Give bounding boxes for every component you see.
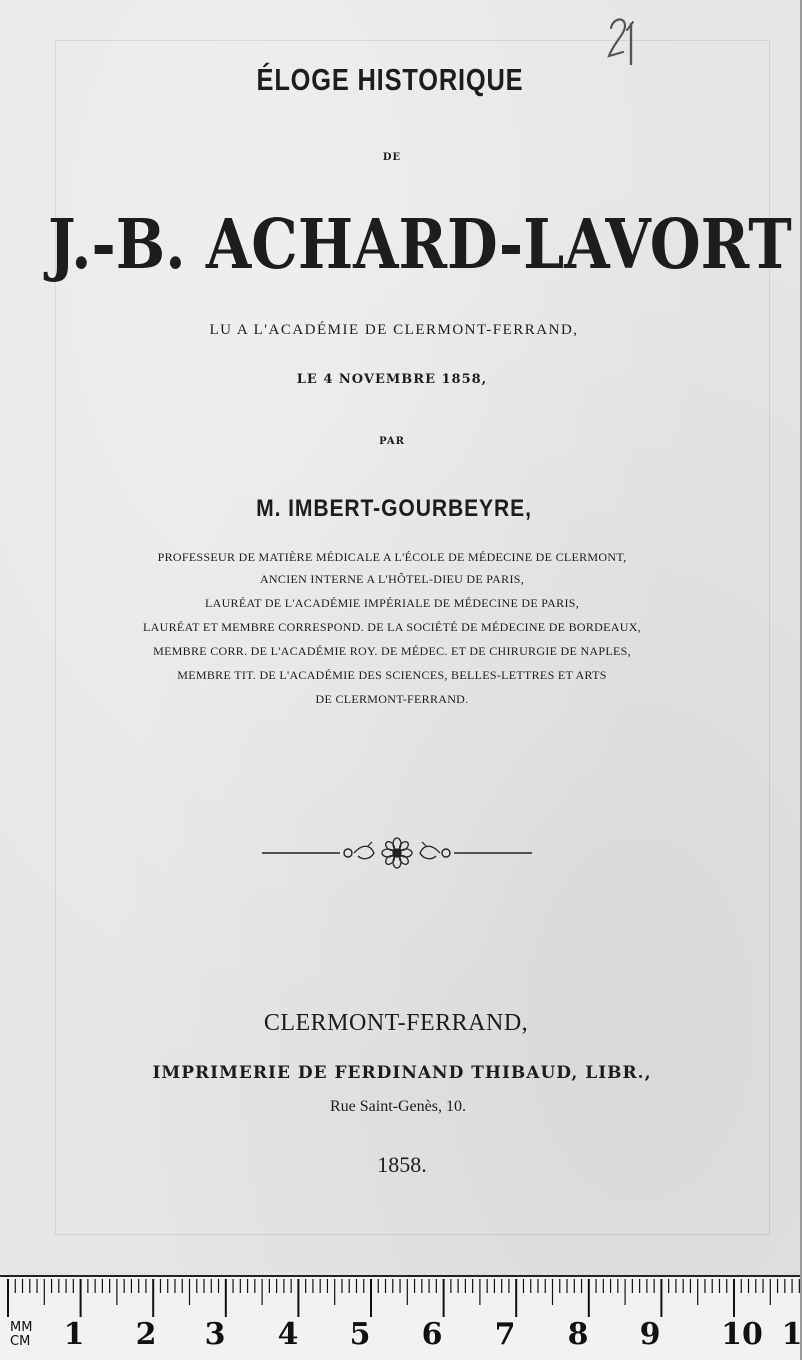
credential-line: DE CLERMONT-FERRAND. [315, 692, 469, 706]
date-line: LE 4 NOVEMBRE 1858, [296, 372, 488, 387]
title-de: DE [382, 152, 402, 163]
author-name: M. IMBERT-GOURBEYRE, [256, 495, 532, 522]
ruler-number: 4 [277, 1317, 299, 1352]
credential-line: MEMBRE TIT. DE L'ACADÉMIE DES SCIENCES, BELLES-LETTRES ET ARTS [177, 668, 607, 682]
ruler-number: 3 [204, 1317, 226, 1352]
ruler-number: 10 [721, 1317, 763, 1352]
ruler-unit-cm: CM [10, 1334, 31, 1349]
imprint-street: Rue Saint-Genès, 10. [330, 1098, 466, 1115]
imprint-year: 1858. [377, 1152, 427, 1177]
imprint-printer: IMPRIMERIE DE FERDINAND THIBAUD, LIBR., [152, 1063, 652, 1083]
ruler-unit-mm: MM [10, 1320, 33, 1335]
ruler-number: 1 [63, 1317, 85, 1352]
credential-line: PROFESSEUR DE MATIÈRE MÉDICALE A L'ÉCOLE DE MÉDECINE DE CLERMONT, [157, 550, 627, 564]
ornament-divider [262, 836, 532, 870]
ruler-ticks [0, 1277, 800, 1360]
par-line: PAR [379, 436, 405, 447]
subject-name: J.-B. ACHARD-LAVORT [48, 205, 792, 285]
credential-line: ANCIEN INTERNE A L'HÔTEL-DIEU DE PARIS, [259, 572, 525, 586]
read-at-line: LU A L'ACADÉMIE DE CLERMONT-FERRAND, [209, 322, 579, 338]
ruler-number: 2 [135, 1317, 157, 1352]
ruler-number: 5 [349, 1317, 371, 1352]
ruler-number: 1 [781, 1317, 802, 1352]
ruler-number: 7 [494, 1317, 516, 1352]
ruler-number: 6 [421, 1317, 443, 1352]
imprint-city: CLERMONT-FERRAND, [263, 1010, 529, 1036]
credential-line: MEMBRE CORR. DE L'ACADÉMIE ROY. DE MÉDEC. ET DE CHIRURGIE DE NAPLES, [153, 644, 631, 658]
document-title: ÉLOGE HISTORIQUE [256, 62, 524, 97]
measurement-ruler [0, 1275, 800, 1360]
credential-line: LAURÉAT DE L'ACADÉMIE IMPÉRIALE DE MÉDECINE DE PARIS, [204, 596, 580, 610]
credential-line: LAURÉAT ET MEMBRE CORRESPOND. DE LA SOCIÉTÉ DE MÉDECINE DE BORDEAUX, [143, 620, 641, 634]
ruler-number: 8 [567, 1317, 589, 1352]
ruler-number: 9 [639, 1317, 661, 1352]
